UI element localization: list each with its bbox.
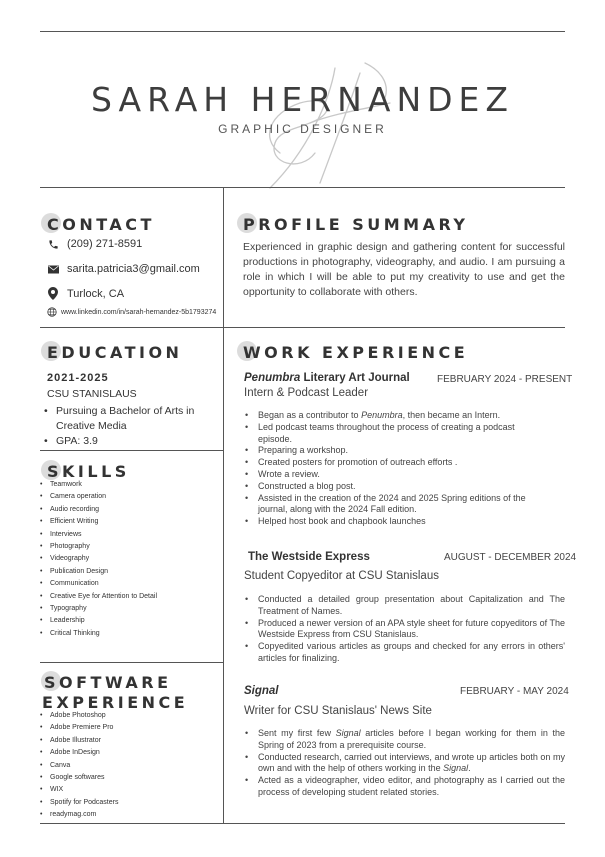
education-years: 2021-2025 [47, 372, 109, 384]
bottom-rule [40, 823, 565, 824]
location-pin-icon [46, 287, 60, 300]
job-bullet: • Helped host book and chapbook launches [243, 516, 535, 528]
job-bullet: • Produced a newer version of an APA style sheet for future copyeditors of The Westside Express from CSU Stanislaus. [243, 618, 565, 642]
globe-icon [46, 307, 58, 317]
job-org: Signal [244, 685, 279, 697]
software-item: • Spotify for Podcasters [40, 797, 118, 809]
software-item: • Adobe Illustrator [40, 735, 118, 747]
skill-item: • Communication [40, 578, 157, 590]
job-org: Penumbra Literary Art Journal [244, 372, 410, 384]
phone-icon [46, 239, 60, 250]
candidate-title: GRAPHIC DESIGNER [218, 122, 387, 136]
software-item: • Canva [40, 760, 118, 772]
skill-item: • Publication Design [40, 566, 157, 578]
skill-item: • Interviews [40, 529, 157, 541]
job-bullet: • Led podcast teams throughout the process of creating a podcast episode. [243, 422, 535, 446]
job-role: Student Copyeditor at CSU Stanislaus [244, 570, 439, 582]
location-text: Turlock, CA [67, 287, 125, 300]
job-role: Writer for CSU Stanislaus' News Site [244, 705, 432, 717]
job-bullet: • Sent my first few Signal articles before I began working for them in the Spring of 2023 from a prerequisite course. [243, 728, 565, 752]
skills-heading: SKILLS [47, 462, 130, 481]
skill-item: • Creative Eye for Attention to Detail [40, 591, 157, 603]
skill-item: • Typography [40, 603, 157, 615]
job-bullets [243, 410, 535, 528]
education-heading: EDUCATION [47, 343, 183, 362]
job-org: The Westside Express [248, 551, 370, 563]
job-bullet: • Wrote a review. [243, 469, 535, 481]
software-item: • readymag.com [40, 809, 118, 821]
skill-item: • Critical Thinking [40, 628, 157, 640]
education-school: CSU STANISLAUS [47, 388, 137, 400]
left-divider-software [40, 662, 224, 663]
linkedin-url[interactable]: www.linkedin.com/in/sarah-hernandez-5b1793274 [61, 308, 217, 316]
header-divider [40, 187, 565, 188]
job-bullet: • Copyedited various articles as groups and checked for any errors in others' articles for finalizing. [243, 641, 565, 665]
top-rule [40, 31, 565, 32]
job-bullet: • Began as a contributor to Penumbra, then became an Intern. [243, 410, 535, 422]
skill-item: • Leadership [40, 615, 157, 627]
work-heading: WORK EXPERIENCE [243, 343, 469, 362]
profile-heading: PROFILE SUMMARY [243, 215, 469, 234]
skill-item: • Audio recording [40, 504, 157, 516]
software-heading-line1: SOFTWARE [44, 673, 172, 692]
job-bullet: • Assisted in the creation of the 2024 and 2025 Spring editions of the journal, along with the 2024 Fall edition. [243, 493, 535, 517]
job-bullet: • Conducted a detailed group presentation about Capitalization and The Treatment of Names. [243, 594, 565, 618]
software-item: • Adobe InDesign [40, 747, 118, 759]
software-item: • Adobe Premiere Pro [40, 722, 118, 734]
software-list [40, 710, 118, 822]
column-divider [223, 187, 224, 824]
job-bullets [243, 728, 565, 799]
job-dates: AUGUST - DECEMBER 2024 [444, 552, 577, 563]
job-dates: FEBRUARY 2024 - PRESENT [437, 374, 573, 385]
contact-location [46, 287, 124, 300]
education-list [44, 404, 219, 449]
contact-linkedin [46, 307, 216, 317]
software-item: • Adobe Photoshop [40, 710, 118, 722]
skill-item: • Photography [40, 541, 157, 553]
contact-phone [46, 238, 142, 250]
software-item: • WIX [40, 784, 118, 796]
job-bullet: • Conducted research, carried out interviews, and wrote up articles both on my own and with the help of others working in the Signal. [243, 752, 565, 776]
row-divider-1 [40, 327, 565, 328]
profile-summary-text: Experienced in graphic design and gathering content for successful productions in photography, videography, and audio. I am pursuing a role in which I will be able to put my creativity to use and get the opportunity to collaborate with others. [243, 241, 565, 298]
job-bullet: • Constructed a blog post. [243, 481, 535, 493]
contact-heading: CONTACT [47, 215, 155, 234]
candidate-name: SARAH HERNANDEZ [90, 80, 514, 119]
education-item: • GPA: 3.9 [44, 435, 98, 447]
left-divider-skills [40, 450, 224, 451]
education-item: • Pursuing a Bachelor of Arts in Creative Media [44, 405, 195, 432]
skill-item: • Efficient Writing [40, 516, 157, 528]
job-bullet: • Preparing a workshop. [243, 445, 535, 457]
job-role: Intern & Podcast Leader [244, 387, 369, 399]
software-heading-line2: EXPERIENCE [42, 693, 189, 712]
skill-item: • Teamwork [40, 479, 157, 491]
skill-item: • Videography [40, 553, 157, 565]
skills-list [40, 479, 157, 640]
skill-item: • Camera operation [40, 491, 157, 503]
job-bullet: • Acted as a videographer, video editor, and photography as I carried out the process of developing student related stories. [243, 775, 565, 799]
job-dates: FEBRUARY - MAY 2024 [460, 686, 569, 697]
phone-number[interactable]: (209) 271-8591 [67, 238, 143, 250]
email-address[interactable]: sarita.patricia3@gmail.com [67, 263, 200, 275]
software-item: • Google softwares [40, 772, 118, 784]
envelope-icon [46, 265, 60, 274]
contact-email [46, 263, 200, 275]
job-bullets [243, 594, 565, 665]
job-bullet: • Created posters for promotion of outreach efforts . [243, 457, 535, 469]
